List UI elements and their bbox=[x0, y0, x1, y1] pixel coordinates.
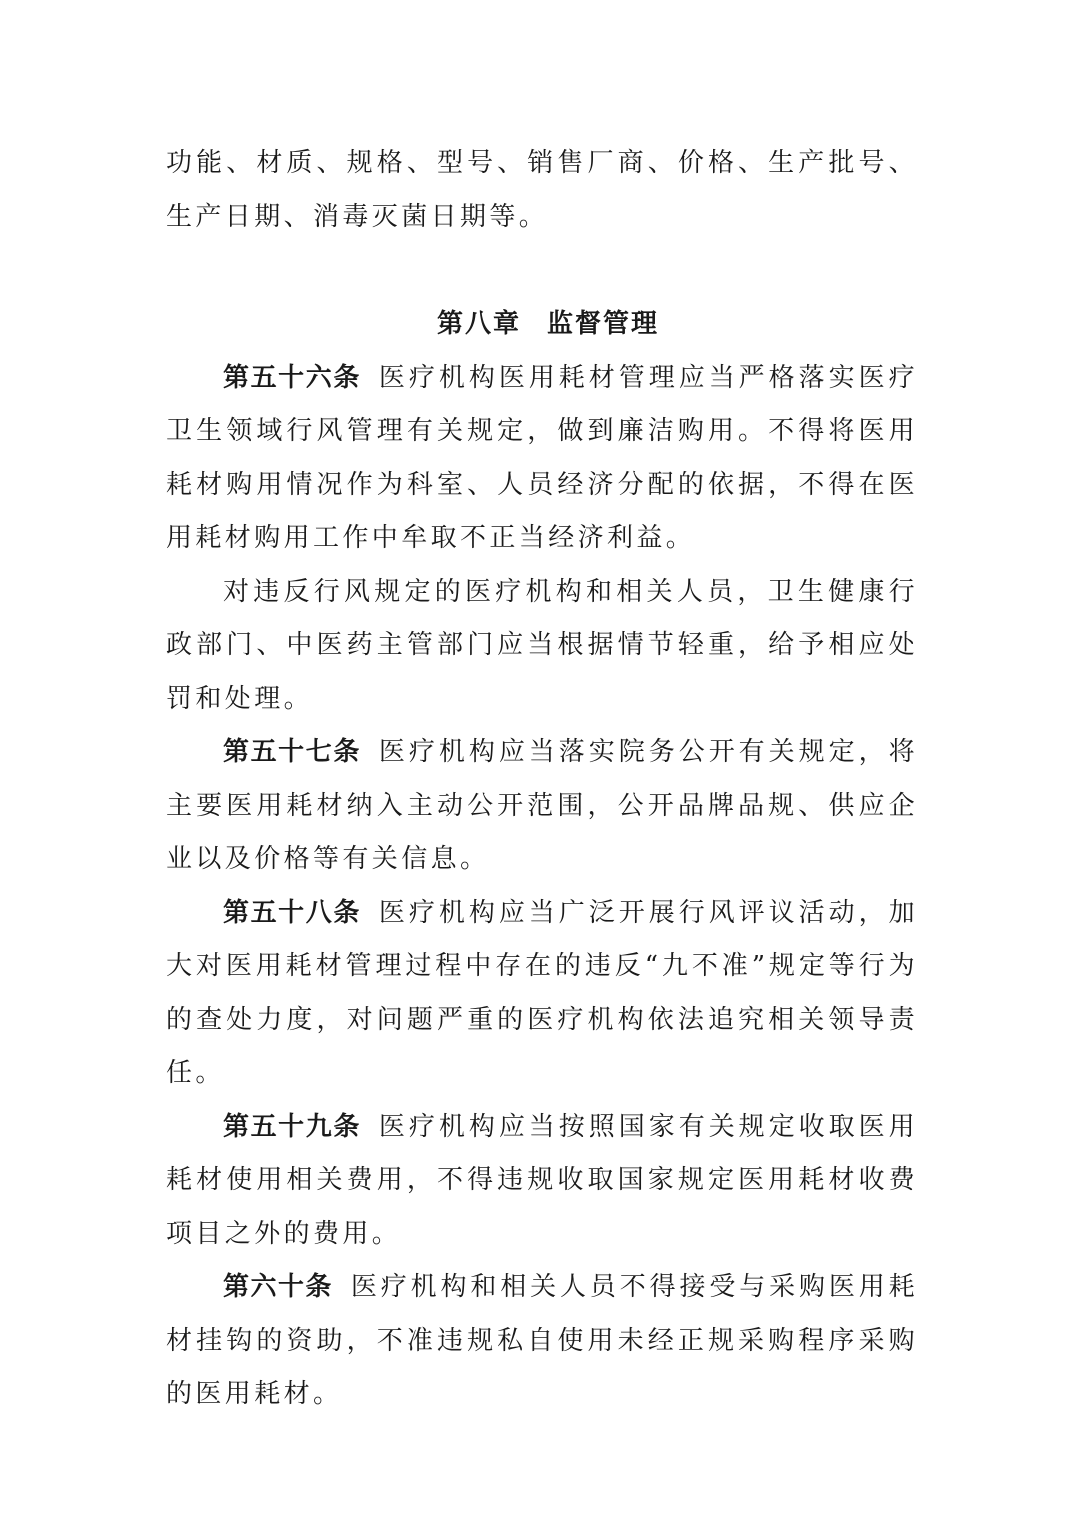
article-57-text: 医疗机构应当落实院务公开有关规定，将主要医用耗材纳入主动公开范围，公开品牌品规、供应企业以及价格等有关信息。 bbox=[166, 737, 918, 874]
article-59-paragraph bbox=[166, 1101, 918, 1262]
article-59-number: 第五十九条 bbox=[223, 1111, 361, 1142]
article-58-paragraph bbox=[166, 887, 918, 1101]
article-58-number: 第五十八条 bbox=[223, 897, 361, 928]
article-56-text-1: 医疗机构医用耗材管理应当严格落实医疗卫生领域行风管理有关规定，做到廉洁购用。不得将医用耗材购用情况作为科室、人员经济分配的依据，不得在医用耗材购用工作中牟取不正当经济利益。 bbox=[166, 362, 918, 553]
article-59-text: 医疗机构应当按照国家有关规定收取医用耗材使用相关费用，不得违规收取国家规定医用耗材收费项目之外的费用。 bbox=[166, 1111, 918, 1249]
article-56-paragraph-1 bbox=[166, 352, 918, 566]
article-60-number: 第六十条 bbox=[223, 1272, 333, 1302]
article-60-paragraph bbox=[166, 1261, 918, 1422]
chapter-number: 第八章 bbox=[436, 309, 521, 339]
article-60-text: 医疗机构和相关人员不得接受与采购医用耗材挂钩的资助，不准违规私自使用未经正规采购程序采购的医用耗材。 bbox=[166, 1272, 918, 1409]
article-57-paragraph bbox=[166, 726, 918, 887]
chapter-title: 监督管理 bbox=[547, 309, 660, 339]
article-56-paragraph-2: 对违反行风规定的医疗机构和相关人员，卫生健康行政部门、中医药主管部门应当根据情节轻重，给予相应处罚和处理。 bbox=[166, 576, 918, 714]
article-57-number: 第五十七条 bbox=[223, 737, 361, 767]
chapter-heading bbox=[166, 298, 918, 352]
article-58-text: 医疗机构应当广泛开展行风评议活动，加大对医用耗材管理过程中存在的违反“九不准”规定等行为的查处力度，对问题严重的医疗机构依法追究相关领导责任。 bbox=[166, 897, 918, 1088]
document-body bbox=[166, 137, 918, 1422]
article-56-number: 第五十六条 bbox=[223, 362, 361, 393]
intro-continuation-paragraph: 功能、材质、规格、型号、销售厂商、价格、生产批号、生产日期、消毒灭菌日期等。 bbox=[166, 148, 918, 232]
